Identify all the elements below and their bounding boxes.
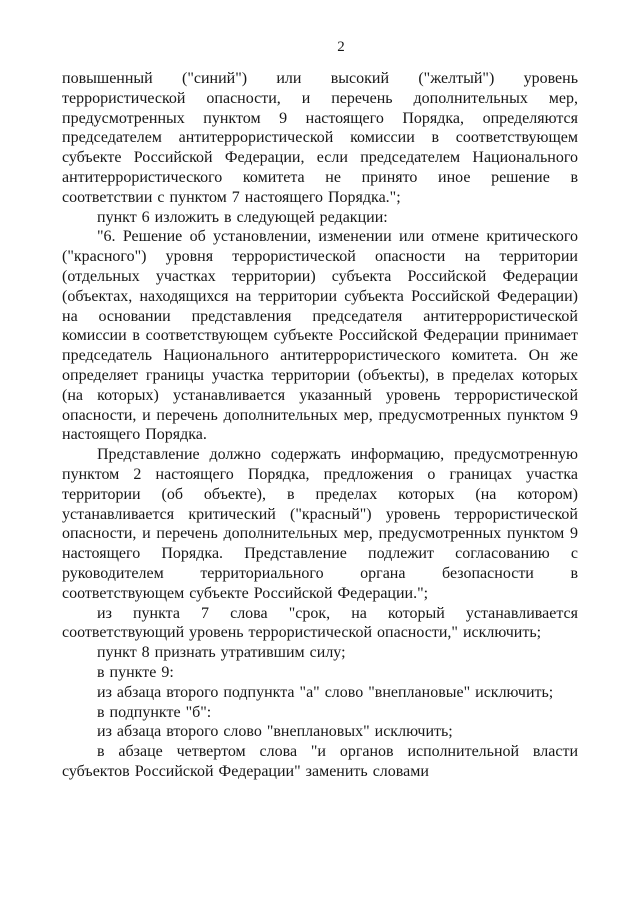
paragraph: в подпункте "б": [97, 703, 212, 721]
document-body [62, 69, 578, 782]
paragraph: в абзаце четвертом слова "и органов исполнительной власти субъектов Российской Федерации" заменить словами [62, 743, 578, 780]
page-number: 2 [337, 39, 345, 55]
paragraph: в пункте 9: [97, 663, 174, 681]
paragraph: из абзаца второго слово "внеплановых" исключить; [97, 723, 453, 741]
paragraph-continuation: повышенный ("синий") или высокий ("желтый") уровень террористической опасности, и перечень дополнительных мер, предусмотренных пунктом 9 настоящего Порядка, определяются председателем антитеррористической комиссии в соответствующем субъекте Российской Федерации, если председателем Национального антитеррористического комитета не принято иное решение в соответствии с пунктом 7 настоящего Порядка."; [62, 70, 578, 206]
paragraph: пункт 6 изложить в следующей редакции: [97, 208, 388, 226]
paragraph: из пункта 7 слова "срок, на который устанавливается соответствующий уровень террористической опасности," исключить; [62, 604, 578, 642]
paragraph: Представление должно содержать информацию, предусмотренную пунктом 2 настоящего Порядка, предложения о границах участка территории (об объекте), в пределах которых (на котором) устанавливается критический ("красный") уровень террористической опасности, и перечень дополнительных мер, предусмотренных пунктом 9 настоящего Порядка. Представление подлежит согласованию с руководителем территориального органа безопасности в соответствующем субъекте Российской Федерации."; [62, 446, 578, 602]
paragraph: из абзаца второго подпункта "а" слово "внеплановые" исключить; [97, 683, 554, 701]
paragraph: "6. Решение об установлении, изменении или отмене критического ("красного") уровня террористической опасности на территории (отдельных участках территории) субъекта Российской Федерации (объектах, находящихся на территории субъекта Российской Федерации) на основании представления председателя антитеррористической комиссии в соответствующем субъекте Российской Федерации принимает председатель Национального антитеррористического комитета. Он же определяет границы участка территории (объекты), в пределах которых (на которых) устанавливается указанный уровень террористической опасности, и перечень дополнительных мер, предусмотренных пунктом 9 настоящего Порядка. [62, 228, 578, 444]
paragraph: пункт 8 признать утратившим силу; [97, 644, 346, 662]
